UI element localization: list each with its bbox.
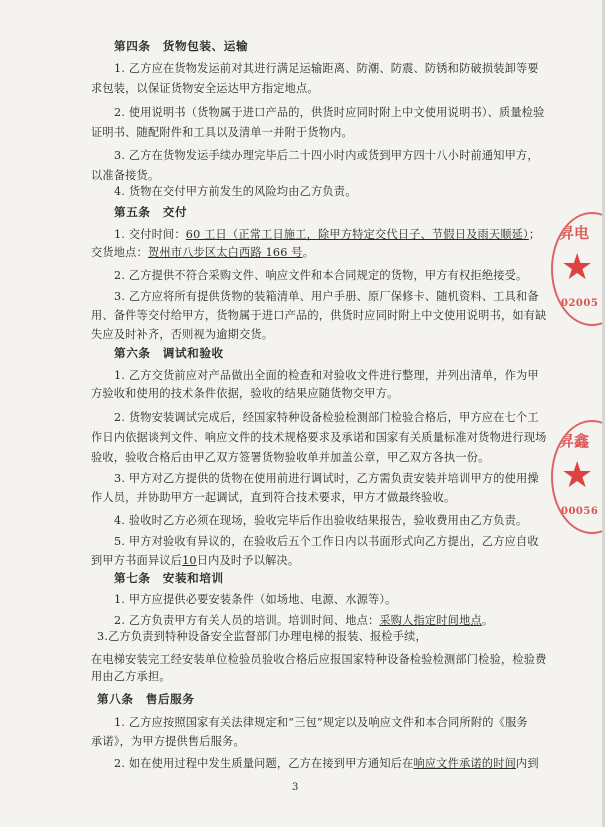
s5-p3-line2: 用、备件等交付给甲方，货物属于进口产品的，供货时应同时附上中文使用说明书，如有缺 (91, 309, 547, 322)
seal-text: 昇鑫 (559, 432, 590, 450)
s6-p2-line1: 2. 货物安装调试完成后，经国家特种设备检验检测部门检验合格后，甲方应在七个工 (114, 411, 539, 424)
delivery-time-label: 1. 交付时间： (114, 228, 186, 241)
s8-p1-line1: 1. 乙方应按照国家有关法律规定和“三包”规定以及响应文件和本合同所附的《服务 (114, 716, 528, 729)
seal-star-icon: ★ (561, 247, 594, 288)
section-8-title: 第八条 售后服务 (97, 692, 195, 706)
s7-p2-pre: 2. 乙方负责甲方有关人员的培训。培训时间、地点： (114, 614, 380, 627)
s4-p3-line2: 以准备接货。 (91, 169, 160, 182)
s4-p1-line2: 求包装，以保证货物安全运达甲方指定地点。 (91, 82, 319, 95)
s4-p4: 4. 货物在交付甲方前发生的风险均由乙方负责。 (114, 185, 357, 198)
seal-number: 02005 (561, 298, 599, 309)
s7-p1: 1. 甲方应提供必要安装条件（如场地、电源、水源等）。 (114, 593, 397, 606)
section-7-title: 第七条 安装和培训 (114, 571, 224, 585)
s7-p2 (114, 614, 493, 628)
s8-p1-line2: 承诺》，为甲方提供售后服务。 (91, 735, 245, 748)
s6-p1-line1: 1. 乙方交货前应对产品做出全面的检查和对验收文件进行整理，并列出清单，作为甲 (114, 369, 539, 382)
s4-p2-line2: 证明书、随配附件和工具以及清单一并附于货物内。 (91, 126, 353, 139)
s4-p3-line1: 3. 乙方在货物发运手续办理完毕后二十四小时内或货到甲方四十八小时前通知甲方， (114, 149, 539, 162)
s6-p2-line2: 作日内依据谈判文件、响应文件的技术规格要求及承诺和国家有关质量标准对货物进行现场 (91, 431, 547, 444)
s5-p3-line3: 失应及时补齐，否则视为逾期交货。 (91, 328, 274, 341)
s8-p2-value: 响应文件承诺的时间 (413, 757, 517, 770)
s4-p1-line1: 1. 乙方应在货物发运前对其进行满足运输距离、防潮、防震、防锈和防破损装卸等要 (114, 62, 539, 75)
delivery-address-label: 交货地点： (91, 246, 148, 259)
s6-p4: 4. 验收时乙方必须在现场，验收完毕后作出验收结果报告，验收费用由乙方负责。 (114, 514, 528, 527)
seal-text: 昇电 (559, 224, 590, 242)
page-number: 3 (292, 782, 299, 793)
s6-p1-line2: 方验收和使用的技术条件依据，验收的结果应随货物交甲方。 (91, 387, 399, 400)
s6-p2-line3: 验收，验收合格后由甲乙双方签署货物验收单并加盖公章，甲乙双方各执一份。 (91, 451, 490, 464)
delivery-address-value: 贺州市八步区太白西路 166 号 (147, 246, 303, 259)
company-seal-top (551, 212, 605, 326)
training-time-place: 采购人指定时间地点 (379, 614, 482, 627)
s7-p3: 3.乙方负责到特种设备安全监督部门办理电梯的报装、报检手续， (97, 630, 427, 643)
s5-address (91, 246, 314, 260)
s7-p2-end: 。 (481, 614, 494, 627)
s6-p3-line2: 作人员，并协助甲方一起调试，直到符合技术要求，甲方才做最终验收。 (91, 491, 456, 504)
delivery-time-end: ； (528, 228, 541, 241)
s4-p2-line1: 2. 使用说明书（货物属于进口产品的，供货时应同时附上中文使用说明书）、质量检验 (114, 106, 545, 119)
s8-p2 (114, 757, 539, 771)
s6-p5-line1: 5. 甲方对验收有异议的，在验收后五个工作日内以书面形式向乙方提出，乙方应自收 (114, 535, 539, 548)
company-seal-bottom (551, 420, 605, 534)
delivery-time-value: 60 工日（正常工日施工，除甲方特定交代日子、节假日及雨天顺延） (185, 228, 529, 241)
s7-p4-line1: 在电梯安装完工经安装单位检验员验收合格后应报国家特种设备检验检测部门检验，检验费 (91, 653, 547, 666)
s6-p5-line2 (91, 554, 299, 568)
section-6-title: 第六条 调试和验收 (114, 346, 224, 360)
s6-p5-days: 10 (182, 554, 197, 567)
s7-p4-line2: 用由乙方承担。 (91, 670, 171, 683)
s5-p1 (114, 228, 540, 242)
s6-p5-post: 日内及时予以解决。 (196, 554, 300, 567)
s8-p2-pre: 2. 如在使用过程中发生质量问题，乙方在接到甲方通知后在 (114, 757, 414, 770)
s6-p5-pre: 到甲方书面异议后 (91, 554, 183, 567)
seal-star-icon: ★ (561, 455, 594, 496)
s8-p2-post: 内到 (516, 757, 539, 770)
seal-number: 00056 (561, 506, 599, 517)
s6-p3-line1: 3. 甲方对乙方提供的货物在使用前进行调试时，乙方需负责安装并培训甲方的使用操 (114, 472, 539, 485)
section-5-title: 第五条 交付 (114, 205, 188, 219)
section-4-title: 第四条 货物包装、运输 (114, 39, 249, 53)
s5-p3-line1: 3. 乙方应将所有提供货物的装箱清单、用户手册、原厂保修卡、随机资料、工具和备 (114, 290, 539, 303)
delivery-address-end: 。 (302, 246, 315, 259)
s5-p2: 2. 乙方提供不符合采购文件、响应文件和本合同规定的货物，甲方有权拒绝接受。 (114, 269, 528, 282)
